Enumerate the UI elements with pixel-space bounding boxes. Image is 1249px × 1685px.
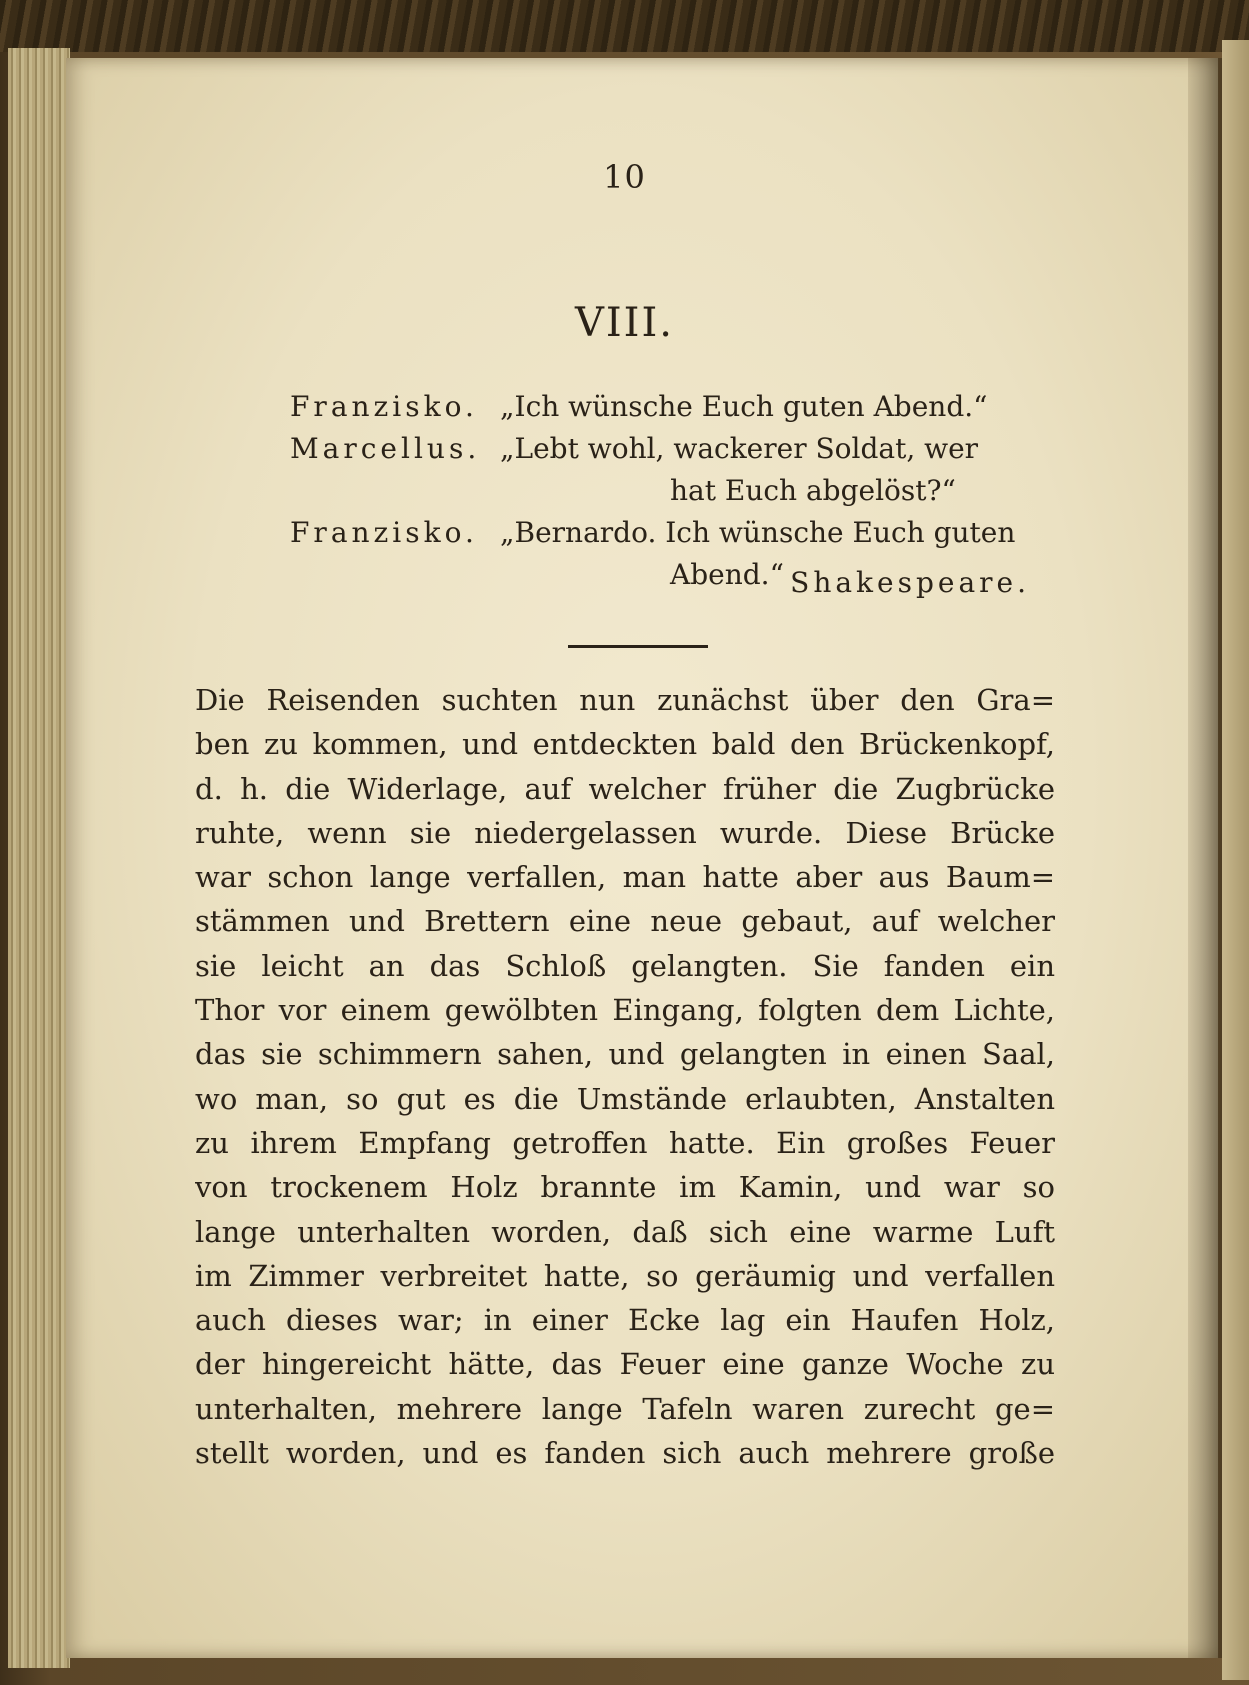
body-line: d. h. die Widerlage, auf welcher früher die Zugbrücke — [195, 771, 1055, 806]
section-divider — [568, 645, 708, 648]
body-line: ruhte, wenn sie niedergelassen wurde. Diese Brücke — [195, 815, 1055, 850]
body-line: im Zimmer verbreitet hatte, so geräumig und verfallen — [195, 1258, 1055, 1293]
body-line: von trockenem Holz brannte im Kamin, und war so — [195, 1170, 1055, 1205]
speech-continuation: Abend.“ — [670, 558, 784, 591]
speaker-name: Marcellus. — [290, 432, 481, 465]
body-line: stellt worden, und es fanden sich auch mehrere große — [195, 1436, 1055, 1471]
dialogue-block — [290, 386, 1070, 596]
page-edges — [8, 48, 70, 1668]
dialogue-line — [290, 428, 1070, 470]
quote-attribution: Shakespeare. — [790, 566, 1030, 599]
chapter-title: VIII. — [574, 300, 674, 346]
body-line: unterhalten, mehrere lange Tafeln waren zurecht ge= — [195, 1391, 1055, 1426]
body-line: das sie schimmern sahen, und gelangten in einen Saal, — [195, 1037, 1055, 1072]
speech-text: „Lebt wohl, wackerer Soldat, wer — [500, 432, 979, 465]
body-line: auch dieses war; in einer Ecke lag ein Haufen Holz, — [195, 1303, 1055, 1338]
body-line: sie leicht an das Schloß gelangten. Sie fanden ein — [195, 948, 1055, 983]
page-number: 10 — [603, 158, 646, 196]
speech-text: „Ich wünsche Euch guten Abend.“ — [500, 390, 988, 423]
body-line: war schon lange verfallen, man hatte aber aus Baum= — [195, 860, 1055, 895]
speaker-name: Franzisko. — [290, 390, 478, 423]
body-paragraph — [195, 678, 1055, 1475]
book-top-edge — [0, 0, 1249, 52]
body-line: zu ihrem Empfang getroffen hatte. Ein großes Feuer — [195, 1125, 1055, 1160]
body-line: stämmen und Brettern eine neue gebaut, auf welcher — [195, 904, 1055, 939]
dialogue-line — [290, 512, 1070, 554]
body-line: wo man, so gut es die Umstände erlaubten, Anstalten — [195, 1081, 1055, 1116]
body-line: ben zu kommen, und entdeckten bald den Brückenkopf, — [195, 727, 1055, 762]
speech-continuation: hat Euch abgelöst?“ — [670, 474, 956, 507]
body-line: Die Reisenden suchten nun zunächst über den Gra= — [195, 683, 1055, 717]
body-line: Thor vor einem gewölbten Eingang, folgten dem Lichte, — [195, 993, 1055, 1028]
body-line: lange unterhalten worden, daß sich eine warme Luft — [195, 1214, 1055, 1249]
speaker-name: Franzisko. — [290, 516, 478, 549]
body-line: der hingereicht hätte, das Feuer eine ganze Woche zu — [195, 1347, 1055, 1382]
facing-page-edge — [1222, 40, 1249, 1680]
dialogue-line — [290, 386, 1070, 428]
speech-text: „Bernardo. Ich wünsche Euch guten — [500, 516, 1016, 549]
